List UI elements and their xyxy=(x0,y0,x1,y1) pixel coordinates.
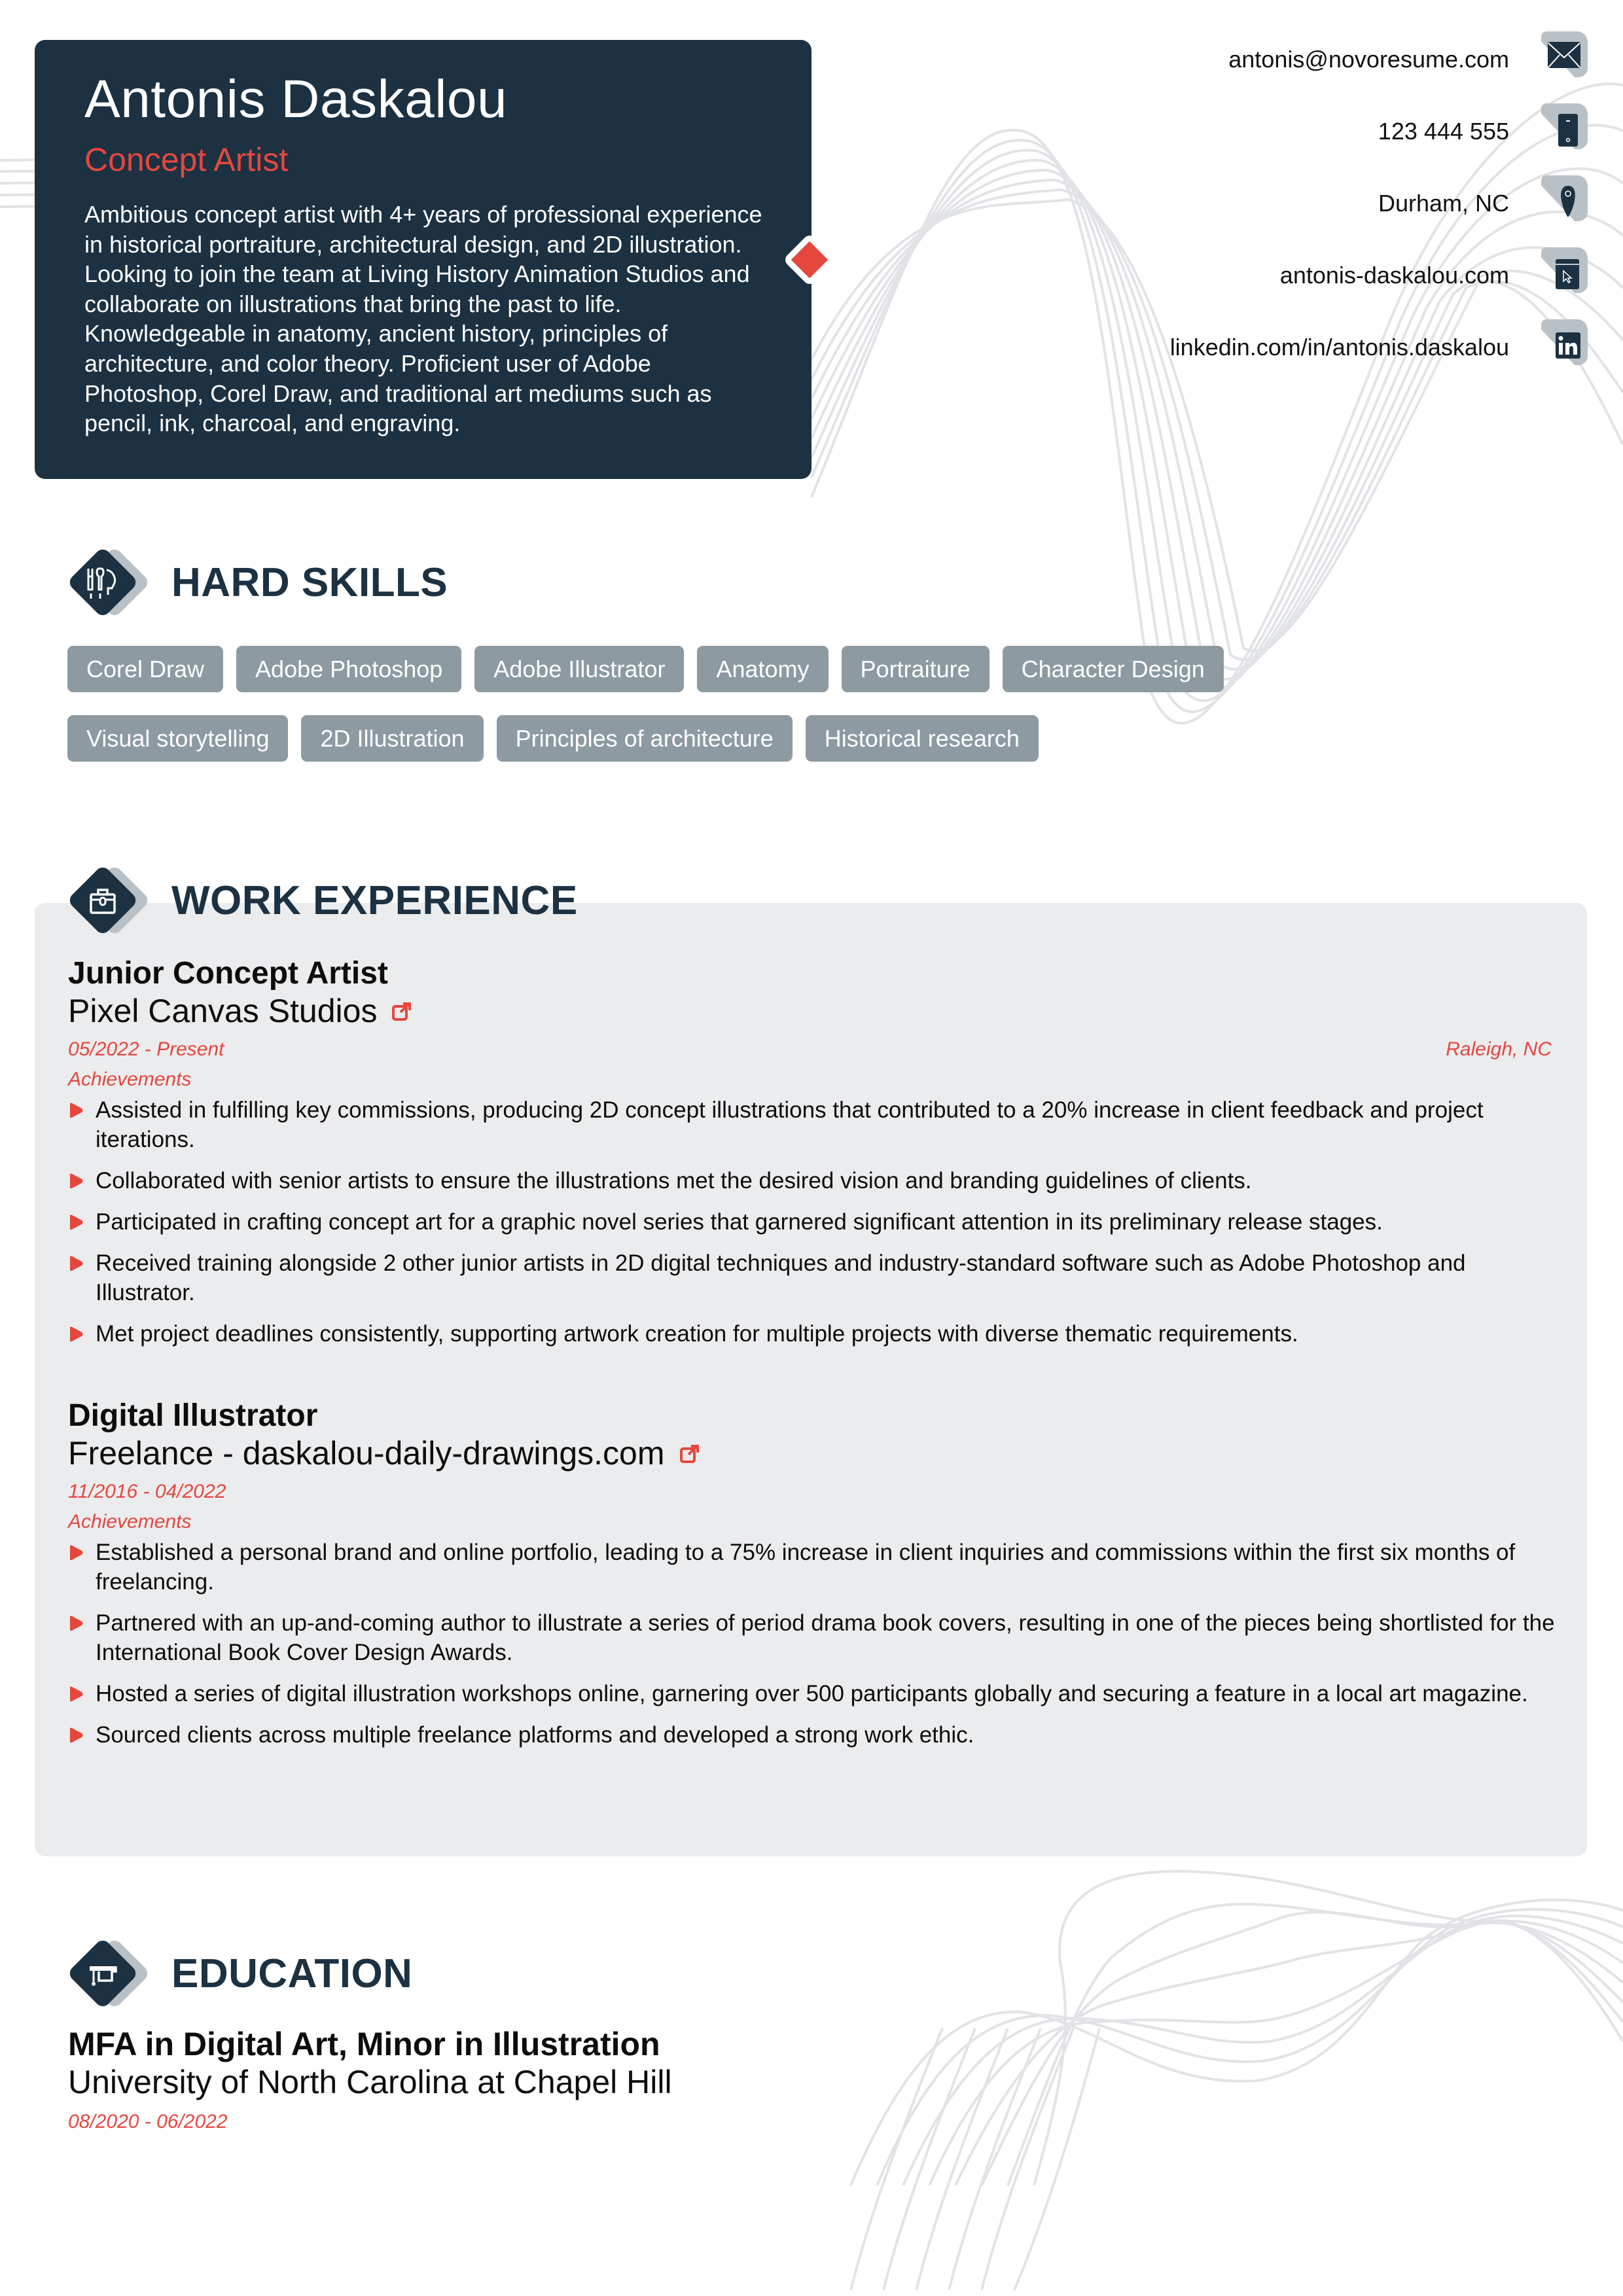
skill-chip: Historical research xyxy=(806,715,1039,762)
candidate-role: Concept Artist xyxy=(84,141,289,178)
skill-chip: 2D Illustration xyxy=(301,715,483,762)
graduation-cap-icon xyxy=(65,1934,164,2013)
achievement-item: Assisted in fulfilling key commissions, producing 2D concept illustrations that contributed to a 20% increase in client feedback and project iterations. xyxy=(68,1095,1567,1154)
bullet-marker-icon xyxy=(68,1256,84,1271)
skills-list xyxy=(67,646,1540,785)
location-pin-icon xyxy=(1541,175,1588,221)
skill-chip: Portraiture xyxy=(842,646,990,692)
bullet-marker-icon xyxy=(68,1686,84,1702)
contact-list xyxy=(999,31,1588,391)
skill-chip: Principles of architecture xyxy=(497,715,793,762)
skill-chip: Character Design xyxy=(1003,646,1224,692)
wave-bottom-right xyxy=(851,1871,1623,2290)
section-title-work: WORK EXPERIENCE xyxy=(171,877,578,923)
job-company-name: Freelance - daskalou-daily-drawings.com xyxy=(68,1435,665,1472)
contact-phone-text[interactable]: 123 444 555 xyxy=(1378,118,1509,145)
skill-chip: Adobe Illustrator xyxy=(474,646,684,692)
job-company-name: Pixel Canvas Studios xyxy=(68,993,378,1029)
education-degree: MFA in Digital Art, Minor in Illustration xyxy=(68,2026,660,2062)
job-meta xyxy=(68,1477,1552,1506)
job-company xyxy=(68,992,1554,1030)
section-title-skills: HARD SKILLS xyxy=(171,559,448,605)
section-header-skills xyxy=(65,546,448,618)
achievement-list xyxy=(68,1095,1567,1349)
achievement-item: Participated in crafting concept art for a graphic novel series that garnered significant attention in its preliminary release stages. xyxy=(68,1207,1567,1237)
bullet-marker-icon xyxy=(68,1727,84,1743)
section-header-education xyxy=(65,1937,412,2009)
achievement-item: Sourced clients across multiple freelance platforms and developed a strong work ethic. xyxy=(68,1720,1567,1750)
bullet-marker-icon xyxy=(68,1103,84,1118)
briefcase-icon xyxy=(65,861,164,940)
job-entry xyxy=(68,955,1554,1360)
summary-text: Ambitious concept artist with 4+ years of professional experience in historical portraiture, architectural design, and 2D illustration. Looking to join the team at Living History Animation Studios and collaborate on illustrations that bring the past to life. Knowledgeable in anatomy, ancient history, principles of architecture, and color theory. Proficient user of Adobe Photoshop, Corel Draw, and traditional art mediums such as pencil, ink, charcoal, and engraving. xyxy=(84,201,762,437)
section-title-education: EDUCATION xyxy=(171,1951,413,1996)
skills-row-2 xyxy=(67,715,1540,762)
bullet-marker-icon xyxy=(68,1173,84,1189)
job-company xyxy=(68,1434,1554,1472)
job-location: Raleigh, NC xyxy=(1446,1038,1552,1060)
job-dates: 11/2016 - 04/2022 xyxy=(68,1481,226,1502)
education-dates: 08/2020 - 06/2022 xyxy=(68,2111,228,2132)
external-link-icon[interactable] xyxy=(679,1434,700,1472)
bullet-marker-icon xyxy=(68,1545,84,1561)
contact-linkedin[interactable] xyxy=(999,319,1588,391)
contact-linkedin-text[interactable]: linkedin.com/in/antonis.daskalou xyxy=(1169,334,1509,361)
education-school: University of North Carolina at Chapel Hill xyxy=(68,2064,672,2100)
achievement-item: Partnered with an up-and-coming author to illustrate a series of period drama book covers, resulting in one of the pieces being shortlisted for the International Book Cover Design Awards. xyxy=(68,1608,1567,1667)
header-card xyxy=(35,40,812,479)
phone-icon xyxy=(1541,103,1588,149)
contact-email[interactable] xyxy=(999,31,1588,103)
external-link-icon[interactable] xyxy=(391,992,412,1030)
achievement-item: Hosted a series of digital illustration workshops online, garnering over 500 participants globally and securing a feature in a local art magazine. xyxy=(68,1679,1567,1708)
website-cursor-icon xyxy=(1541,247,1588,293)
achievement-item: Established a personal brand and online portfolio, leading to a 75% increase in client inquiries and commissions within the first six months of freelancing. xyxy=(68,1538,1567,1597)
job-title: Digital Illustrator xyxy=(68,1398,318,1433)
achievement-item: Received training alongside 2 other junior artists in 2D digital techniques and industry-standard software such as Adobe Photoshop and Illustrator. xyxy=(68,1248,1567,1307)
job-meta xyxy=(68,1035,1552,1064)
contact-location-text[interactable]: Durham, NC xyxy=(1378,190,1509,217)
achievements-label: Achievements xyxy=(68,1511,192,1532)
job-dates: 05/2022 - Present xyxy=(68,1038,224,1060)
achievement-item: Collaborated with senior artists to ensure the illustrations met the desired vision and branding guidelines of clients. xyxy=(68,1166,1567,1195)
bullet-marker-icon xyxy=(68,1616,84,1631)
education-entry xyxy=(68,2025,672,2142)
linkedin-icon xyxy=(1541,319,1588,365)
skill-chip: Visual storytelling xyxy=(67,715,288,762)
skill-chip: Anatomy xyxy=(697,646,828,692)
contact-email-text[interactable]: antonis@novoresume.com xyxy=(1228,46,1509,73)
tools-head-icon xyxy=(65,543,164,622)
section-header-work xyxy=(65,864,578,936)
contact-phone[interactable] xyxy=(999,103,1588,175)
contact-location[interactable] xyxy=(999,175,1588,247)
skill-chip: Adobe Photoshop xyxy=(236,646,461,692)
achievements-label: Achievements xyxy=(68,1069,192,1090)
bullet-marker-icon xyxy=(68,1214,84,1230)
skills-row-1 xyxy=(67,646,1540,692)
job-title: Junior Concept Artist xyxy=(68,956,388,991)
candidate-name: Antonis Daskalou xyxy=(84,69,508,129)
job-entry xyxy=(68,1398,1554,1761)
skill-chip: Corel Draw xyxy=(67,646,223,692)
contact-website[interactable] xyxy=(999,247,1588,319)
contact-website-text[interactable]: antonis-daskalou.com xyxy=(1279,262,1509,289)
bullet-marker-icon xyxy=(68,1326,84,1342)
envelope-icon xyxy=(1541,31,1588,77)
achievement-list xyxy=(68,1538,1567,1750)
achievement-item: Met project deadlines consistently, supporting artwork creation for multiple projects with diverse thematic requirements. xyxy=(68,1319,1567,1349)
